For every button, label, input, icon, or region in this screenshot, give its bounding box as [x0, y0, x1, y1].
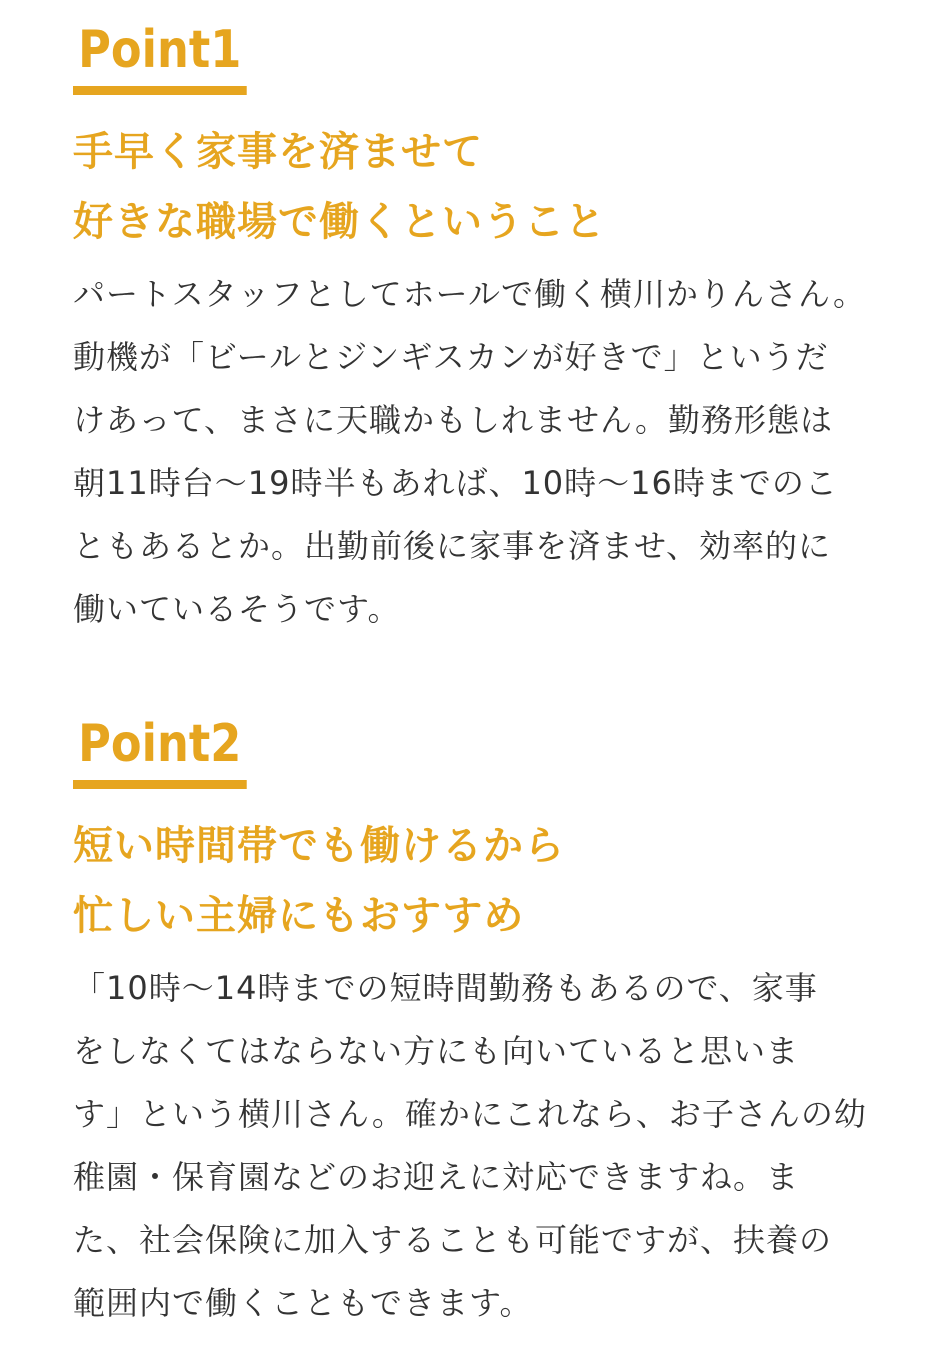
section-heading — [73, 811, 893, 951]
point-section-2 — [73, 714, 893, 1335]
body-line: 稚園・保育園などのお迎えに対応できますね。ま — [73, 1158, 800, 1196]
heading-line: 好きな職場で働くということ — [73, 199, 606, 245]
section-body — [73, 957, 893, 1335]
body-line: パートスタッフとしてホールで働く横川かりんさん。 — [73, 275, 866, 313]
section-body — [73, 263, 893, 641]
body-line: 「10時〜14時までの短時間勤務もあるので、家事 — [73, 969, 818, 1007]
body-line: す」という横川さん。確かにこれなら、お子さんの幼 — [73, 1095, 867, 1133]
body-line: ともあるとか。出勤前後に家事を済ませ、効率的に — [73, 527, 832, 565]
body-line: 範囲内で働くこともできます。 — [73, 1284, 533, 1322]
section-heading — [73, 117, 893, 257]
body-line: た、社会保険に加入することも可能ですが、扶養の — [73, 1221, 833, 1259]
body-line: 働いているそうです。 — [73, 590, 401, 628]
body-line: 動機が「ビールとジンギスカンが好きで」というだ — [73, 338, 829, 376]
body-line: けあって、まさに天職かもしれません。勤務形態は — [73, 401, 833, 439]
heading-line: 忙しい主婦にもおすすめ — [73, 893, 525, 939]
point-label: Point1 — [73, 20, 246, 95]
point-section-1 — [73, 20, 893, 641]
point-label: Point2 — [73, 714, 246, 789]
body-line: をしなくてはならない方にも向いていると思いま — [73, 1032, 800, 1070]
heading-line: 短い時間帯でも働けるから — [73, 823, 565, 869]
heading-line: 手早く家事を済ませて — [73, 129, 483, 175]
body-line: 朝11時台〜19時半もあれば、10時〜16時までのこ — [73, 464, 838, 502]
